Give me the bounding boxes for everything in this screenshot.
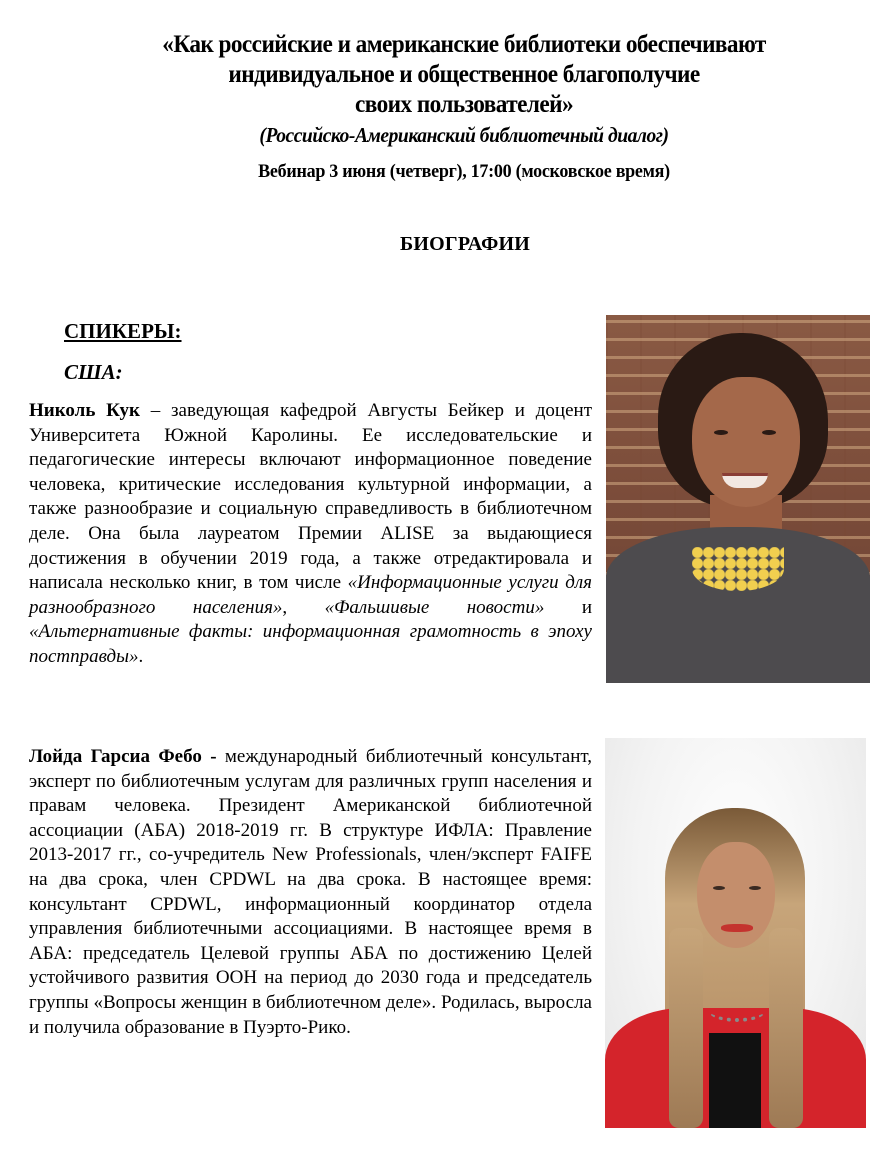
book-title: «Альтернативные факты: информационная грамотность в эпоху постправды»	[29, 621, 592, 667]
bio-text: .	[138, 645, 144, 667]
book-title: «Информационные услуги для разнообразного населения»	[29, 572, 592, 618]
photo-hair	[769, 928, 803, 1128]
photo-eye	[713, 886, 725, 890]
photo-top	[709, 1033, 761, 1128]
speaker-photo	[606, 315, 870, 683]
name-separator: –	[139, 400, 172, 421]
speaker-bio	[29, 745, 592, 1040]
speakers-heading: СПИКЕРЫ:	[64, 319, 182, 343]
photo-lips	[721, 924, 753, 932]
speaker-name: Николь Кук	[29, 400, 140, 421]
document-header	[60, 30, 868, 184]
section-title: БИОГРАФИИ	[400, 233, 530, 255]
country-heading: США:	[64, 360, 123, 384]
title-line-2: индивидуальное и общественное благополучие	[228, 61, 700, 88]
title-line-1: «Как российские и американские библиотеки обеспечивают	[162, 31, 766, 58]
title-line-3: своих пользователей»	[354, 91, 574, 118]
subtitle: (Российско-Американский библиотечный диалог)	[259, 123, 669, 147]
photo-face	[697, 842, 775, 948]
photo-eye	[749, 886, 761, 890]
name-separator: -	[201, 746, 225, 767]
speaker-bio	[29, 399, 592, 670]
book-title: «Фальшивые новости»	[324, 596, 545, 618]
photo-eye	[762, 430, 776, 435]
bio-text: и	[544, 596, 592, 618]
photo-eye	[714, 430, 728, 435]
bio-text: ,	[282, 596, 325, 618]
photo-necklace	[692, 547, 784, 591]
webinar-date-time: Вебинар 3 июня (четверг), 17:00 (московское время)	[258, 161, 670, 182]
photo-necklace	[709, 1000, 765, 1022]
speaker-name: Лойда Гарсиа Фебо	[29, 746, 202, 767]
bio-text: международный библиотечный консультант, эксперт по библиотечным услугам для различных групп населения и правам человека. Президент Американской библиотечной ассоциации (АБА) 2018-2019 гг. В структуре ИФЛА: Правление 2013-2017 гг., со-учредитель New Professionals, член/эксперт FAIFE на два срока, член CPDWL на два срока. В настоящее время: консультант CPDWL, информационный координатор отдела управления библиотечными ассоциациями. В настоящее время в АБА: председатель Целевой группы АБА по достижению Целей устойчивого развития ООН на период до 2030 года и председатель группы «Вопросы женщин в библиотечном деле». Родилась, выросла и получила образование в Пуэрто-Рико.	[29, 746, 592, 1038]
bio-text: заведующая кафедрой Августы Бейкер и доцент Университета Южной Каролины. Ее исследовательские и педагогические интересы включают информационное поведение человека, критические исследования культурной информации, а также разнообразие и социальную справедливость в библиотечном деле. Она была лауреатом Премии ALISE за выдающиеся достижения в обучении 2019 года, а также отредактировала и написала несколько книг, в том числе	[29, 400, 592, 594]
photo-hair	[669, 928, 703, 1128]
speaker-photo	[605, 738, 866, 1128]
